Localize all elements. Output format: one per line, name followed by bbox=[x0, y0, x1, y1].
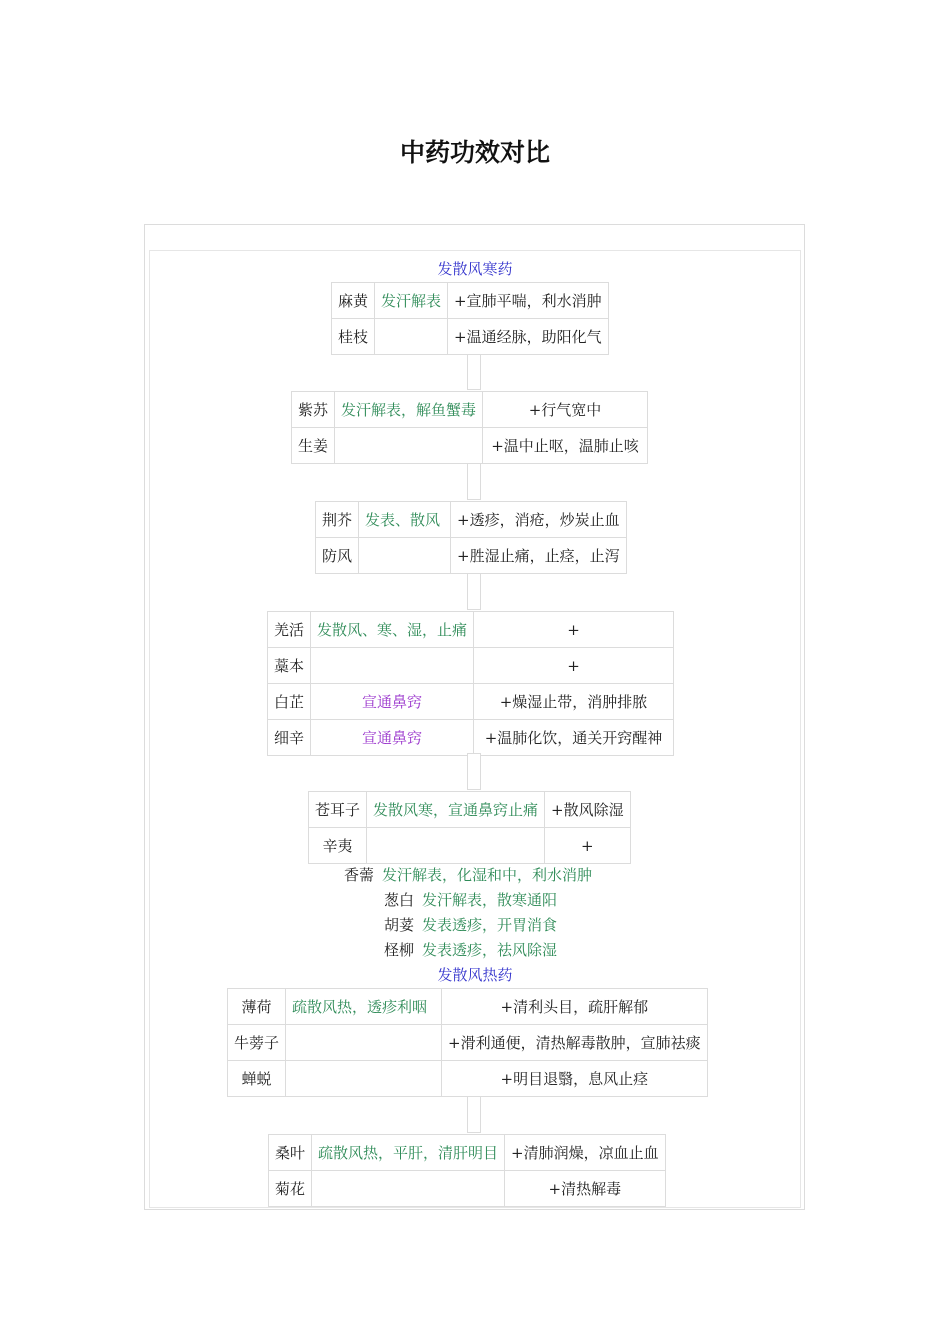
extra-effect: + bbox=[474, 612, 674, 648]
extra-effect: +明目退翳，息风止痉 bbox=[442, 1061, 708, 1097]
extra-effect: +清热解毒 bbox=[505, 1171, 666, 1207]
shared-effect bbox=[367, 828, 545, 864]
table-row bbox=[228, 1061, 708, 1097]
shared-effect bbox=[286, 1025, 442, 1061]
extra-effect: +宣肺平喘，利水消肿 bbox=[448, 283, 609, 319]
herb-name: 菊花 bbox=[269, 1171, 312, 1207]
herb-name: 细辛 bbox=[268, 720, 311, 756]
table-row bbox=[228, 989, 708, 1025]
shared-effect bbox=[311, 648, 474, 684]
table-row bbox=[268, 612, 674, 648]
herb-name: 柽柳 bbox=[384, 941, 415, 959]
herb-name: 蝉蜕 bbox=[228, 1061, 286, 1097]
extra-effect: +行气宽中 bbox=[483, 392, 648, 428]
herb-effect: 发表透疹，开胃消食 bbox=[422, 916, 558, 934]
herb-name: 生姜 bbox=[292, 428, 335, 464]
table-row bbox=[316, 538, 627, 574]
extra-effect: +温通经脉，助阳化气 bbox=[448, 319, 609, 355]
herb-name: 苍耳子 bbox=[309, 792, 367, 828]
extra-effect: + bbox=[545, 828, 631, 864]
herb-effect: 发汗解表，化湿和中，利水消肿 bbox=[382, 866, 593, 884]
shared-effect: 宣通鼻窍 bbox=[311, 720, 474, 756]
extra-effect: +清肺润燥，凉血止血 bbox=[505, 1135, 666, 1171]
table-row bbox=[309, 792, 631, 828]
herb-name: 辛夷 bbox=[309, 828, 367, 864]
table-row bbox=[268, 720, 674, 756]
extra-effect: +胜湿止痛，止痉，止泻 bbox=[451, 538, 627, 574]
extra-effect: +散风除湿 bbox=[545, 792, 631, 828]
herb-table-zisu-shengjiang bbox=[291, 391, 648, 464]
shared-effect bbox=[359, 538, 451, 574]
herb-name: 羌活 bbox=[268, 612, 311, 648]
herb-name: 桂枝 bbox=[332, 319, 375, 355]
shared-effect: 疏散风热，平肝，清肝明目 bbox=[312, 1135, 505, 1171]
herb-effect: 发表透疹，祛风除湿 bbox=[422, 941, 558, 959]
table-row bbox=[269, 1171, 666, 1207]
herb-table-mahuang-guizhi bbox=[331, 282, 609, 355]
connector bbox=[467, 354, 481, 390]
shared-effect: 宣通鼻窍 bbox=[311, 684, 474, 720]
herb-name: 麻黄 bbox=[332, 283, 375, 319]
herb-table-sangye-juhua bbox=[268, 1134, 666, 1207]
extra-effect: +清利头目，疏肝解郁 bbox=[442, 989, 708, 1025]
herb-effect: 发汗解表，散寒通阳 bbox=[422, 891, 558, 909]
herb-name: 白芷 bbox=[268, 684, 311, 720]
shared-effect: 发散风寒，宣通鼻窍止痛 bbox=[367, 792, 545, 828]
herb-name: 牛蒡子 bbox=[228, 1025, 286, 1061]
table-row bbox=[292, 428, 648, 464]
single-herb-row bbox=[344, 863, 592, 888]
shared-effect bbox=[286, 1061, 442, 1097]
connector bbox=[467, 1096, 481, 1133]
herb-name: 藁本 bbox=[268, 648, 311, 684]
extra-effect: +透疹，消疮，炒炭止血 bbox=[451, 502, 627, 538]
extra-effect: +燥湿止带，消肿排脓 bbox=[474, 684, 674, 720]
shared-effect: 发散风、寒、湿，止痛 bbox=[311, 612, 474, 648]
extra-effect: +滑利通便，清热解毒散肿，宣肺祛痰 bbox=[442, 1025, 708, 1061]
connector bbox=[467, 753, 481, 790]
herb-name: 香薷 bbox=[344, 866, 375, 884]
herb-name: 荆芥 bbox=[316, 502, 359, 538]
extra-effect: +温中止呕，温肺止咳 bbox=[483, 428, 648, 464]
table-row bbox=[292, 392, 648, 428]
single-herb-row bbox=[384, 938, 557, 963]
extra-effect: +温肺化饮，通关开窍醒神 bbox=[474, 720, 674, 756]
table-row bbox=[228, 1025, 708, 1061]
herb-name: 紫苏 bbox=[292, 392, 335, 428]
connector bbox=[467, 463, 481, 500]
connector bbox=[467, 573, 481, 610]
herb-table-cangerzi-xinyi bbox=[308, 791, 631, 864]
table-row bbox=[268, 648, 674, 684]
herb-name: 防风 bbox=[316, 538, 359, 574]
herb-name: 葱白 bbox=[384, 891, 415, 909]
single-herb-row bbox=[384, 888, 557, 913]
herb-table-jingjie-fangfeng bbox=[315, 501, 627, 574]
shared-effect: 疏散风热，透疹利咽 bbox=[286, 989, 442, 1025]
herb-name: 薄荷 bbox=[228, 989, 286, 1025]
section-title-wind-cold: 发散风寒药 bbox=[437, 260, 513, 278]
table-row bbox=[332, 319, 609, 355]
herb-name: 桑叶 bbox=[269, 1135, 312, 1171]
table-row bbox=[269, 1135, 666, 1171]
shared-effect: 发汗解表 bbox=[375, 283, 448, 319]
table-row bbox=[316, 502, 627, 538]
shared-effect bbox=[335, 428, 483, 464]
table-row bbox=[332, 283, 609, 319]
extra-effect: + bbox=[474, 648, 674, 684]
single-herb-row bbox=[384, 913, 557, 938]
shared-effect: 发汗解表，解鱼蟹毒 bbox=[335, 392, 483, 428]
page-title: 中药功效对比 bbox=[399, 138, 550, 167]
table-row bbox=[268, 684, 674, 720]
herb-name: 胡荽 bbox=[384, 916, 415, 934]
table-row bbox=[309, 828, 631, 864]
herb-table-qianghuo-xixin bbox=[267, 611, 674, 756]
shared-effect: 发表、散风 bbox=[359, 502, 451, 538]
herb-table-bohe-chantui bbox=[227, 988, 708, 1097]
shared-effect bbox=[312, 1171, 505, 1207]
shared-effect bbox=[375, 319, 448, 355]
section-title-wind-heat: 发散风热药 bbox=[437, 966, 513, 984]
